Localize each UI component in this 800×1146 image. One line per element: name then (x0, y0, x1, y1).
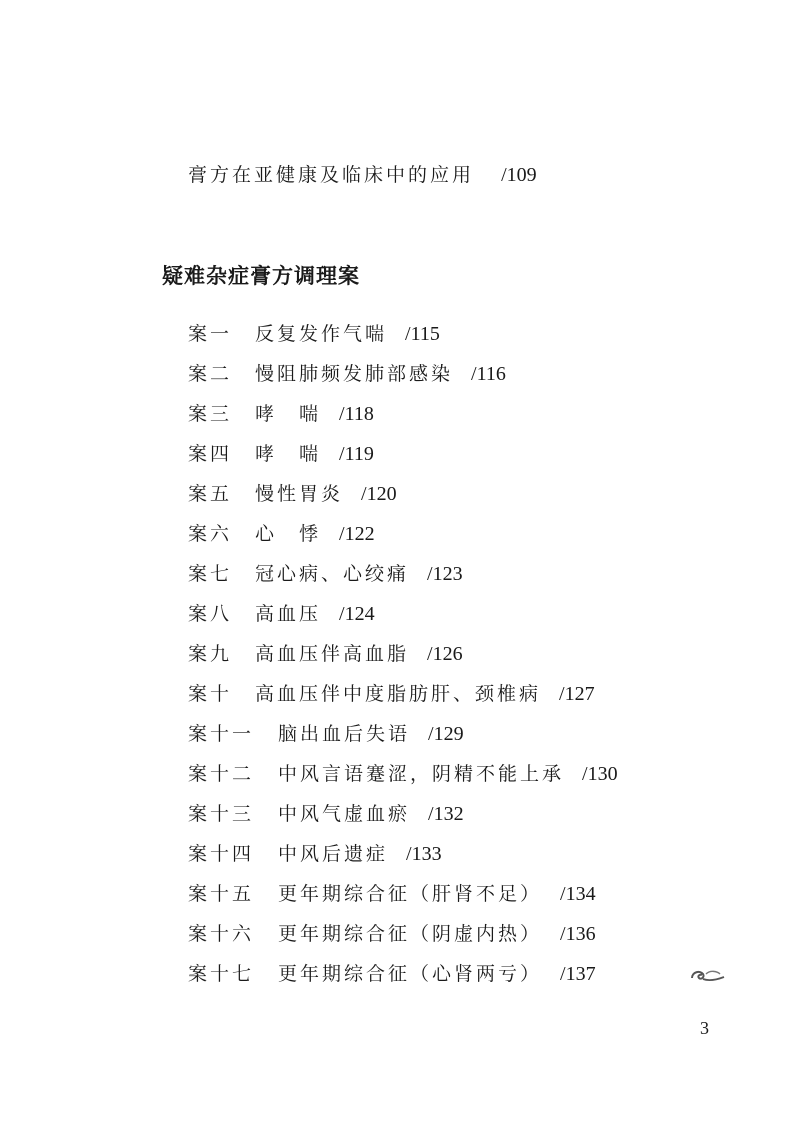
toc-entry (188, 560, 618, 600)
page-ref: /130 (582, 763, 618, 785)
case-title: 中风后遗症 (278, 843, 389, 865)
page-ref: /124 (339, 603, 375, 625)
page-ref: /133 (406, 843, 442, 865)
page-ref: /134 (560, 883, 596, 905)
toc-entry (188, 520, 618, 560)
toc-entry (188, 400, 618, 440)
case-label: 案十七 (188, 963, 255, 985)
case-title: 脑出血后失语 (278, 723, 411, 745)
case-label: 案十四 (188, 843, 255, 865)
toc-list (188, 320, 618, 1000)
case-title: 哮 喘 (255, 403, 322, 425)
toc-entry (188, 800, 618, 840)
page-ref: /116 (471, 363, 506, 385)
case-title: 心 悸 (255, 523, 322, 545)
case-title: 中风气虚血瘀 (278, 803, 411, 825)
case-title: 慢性胃炎 (255, 483, 344, 505)
toc-entry (188, 320, 618, 360)
toc-entry (188, 960, 618, 1000)
case-label: 案三 (188, 403, 233, 425)
case-title: 更年期综合征（阴虚内热） (278, 923, 543, 945)
toc-entry (188, 880, 618, 920)
case-label: 案五 (188, 483, 233, 505)
page-number: 3 (700, 1018, 709, 1038)
toc-entry (188, 920, 618, 960)
toc-entry (188, 840, 618, 880)
toc-entry (188, 600, 618, 640)
case-title: 中风言语蹇涩，阴精不能上承 (278, 763, 565, 785)
page-ref: /136 (560, 923, 596, 945)
case-title: 慢阻肺频发肺部感染 (255, 363, 454, 385)
toc-entry (188, 720, 618, 760)
page-ref: /137 (560, 963, 596, 985)
case-label: 案十三 (188, 803, 255, 825)
case-label: 案一 (188, 323, 233, 345)
case-label: 案七 (188, 563, 233, 585)
case-title: 冠心病、心绞痛 (255, 563, 410, 585)
cloud-scroll-icon (690, 962, 726, 986)
page-ref: /129 (428, 723, 464, 745)
case-title: 高血压伴高血脂 (255, 643, 410, 665)
page-ref: /118 (339, 403, 374, 425)
page-ref: /123 (427, 563, 463, 585)
case-label: 案八 (188, 603, 233, 625)
case-label: 案十 (188, 683, 233, 705)
case-label: 案十一 (188, 723, 255, 745)
case-label: 案二 (188, 363, 233, 385)
case-label: 案十二 (188, 763, 255, 785)
toc-entry (188, 360, 618, 400)
case-label: 案十六 (188, 923, 255, 945)
case-label: 案四 (188, 443, 233, 465)
page-ref: /126 (427, 643, 463, 665)
case-title: 高血压伴中度脂肪肝、颈椎病 (255, 683, 542, 705)
toc-entry (188, 760, 618, 800)
page-ref: /127 (559, 683, 595, 705)
case-label: 案六 (188, 523, 233, 545)
case-label: 案九 (188, 643, 233, 665)
page-ref: /115 (405, 323, 440, 345)
page-ref: /120 (361, 483, 397, 505)
case-title: 反复发作气喘 (255, 323, 388, 345)
case-title: 更年期综合征（心肾两亏） (278, 963, 543, 985)
toc-entry (188, 440, 618, 480)
case-title: 哮 喘 (255, 443, 322, 465)
case-label: 案十五 (188, 883, 255, 905)
top-entry-page: /109 (501, 164, 537, 186)
section-heading: 疑难杂症膏方调理案 (162, 264, 360, 288)
top-toc-entry (188, 160, 537, 187)
case-title: 更年期综合征（肝肾不足） (278, 883, 543, 905)
page-ref: /132 (428, 803, 464, 825)
page-ref: /122 (339, 523, 375, 545)
toc-entry (188, 480, 618, 520)
case-title: 高血压 (255, 603, 322, 625)
toc-entry (188, 640, 618, 680)
toc-entry (188, 680, 618, 720)
top-entry-title: 膏方在亚健康及临床中的应用 (188, 164, 475, 186)
page-ref: /119 (339, 443, 374, 465)
